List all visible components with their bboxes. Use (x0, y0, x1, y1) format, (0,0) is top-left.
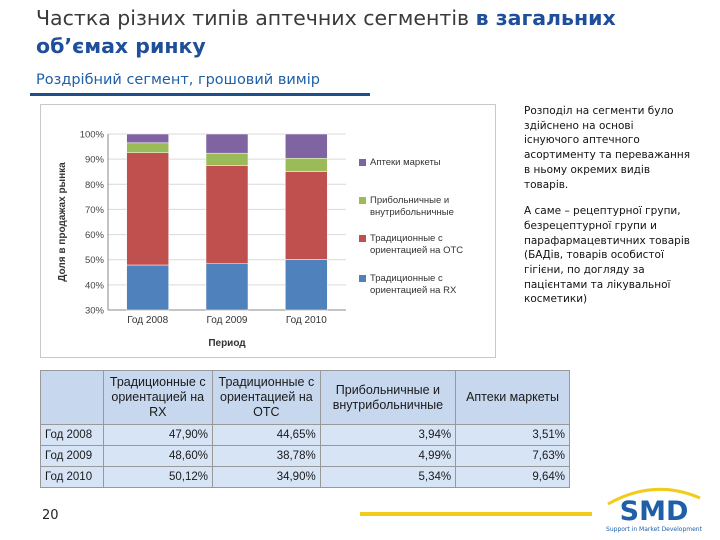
legend-label-line: Традиционные с (370, 273, 443, 284)
logo-tagline: Support in Market Development (606, 526, 702, 533)
y-tick-label: 40% (84, 280, 104, 292)
table-header-hospital: Прибольничные и внутрибольничные (320, 371, 455, 425)
y-tick-label: 30% (84, 305, 104, 317)
bar-segment (206, 153, 248, 166)
legend-label (370, 273, 457, 296)
y-tick-label: 80% (84, 179, 104, 191)
stacked-bar-chart (41, 105, 495, 357)
table-cell: 3,51% (456, 425, 570, 446)
side-paragraph-1: Розподіл на сегменти було здійснено на основі існуючого аптечного асортименту та переважання в ньому окремих видів товарів. (524, 105, 691, 191)
table-cell-year: Год 2009 (41, 446, 104, 467)
table-row (41, 425, 570, 446)
table-header-rx: Традиционные с ориентацией на RX (103, 371, 213, 425)
x-axis-title: Период (208, 338, 246, 349)
y-axis-title: Доля в продажах рынка (57, 162, 68, 282)
x-tick-label: Год 2009 (206, 315, 248, 326)
slide-title (36, 4, 696, 60)
bar-segment (127, 265, 169, 310)
bar-segment (285, 134, 327, 158)
y-tick-label: 100% (79, 129, 104, 141)
table-header-corner (41, 371, 104, 425)
table-header-markets: Аптеки маркеты (456, 371, 570, 425)
y-tick-label: 50% (84, 255, 104, 267)
title-part-2: в загальних об’ємах ринку (36, 6, 616, 58)
side-description (524, 104, 692, 319)
y-tick-label: 70% (84, 204, 104, 216)
table-header-row (41, 371, 570, 425)
table-cell: 7,63% (456, 446, 570, 467)
table-cell: 47,90% (103, 425, 213, 446)
legend-label (370, 157, 441, 168)
chart-frame (40, 104, 496, 358)
legend-label-line: Традиционные с (370, 233, 443, 244)
side-paragraph-2: А саме – рецептурної групи, безрецептурної групи и парафармацевтичних товарів (БАДів, товарів особистої гігієни, по догляду за пацієнтами та лікувальної косметики) (524, 205, 690, 306)
bar-segment (285, 158, 327, 171)
bar-segment (206, 166, 248, 264)
bar-segment (127, 143, 169, 153)
table-cell: 9,64% (456, 467, 570, 488)
legend-swatch (359, 197, 366, 204)
table-cell: 48,60% (103, 446, 213, 467)
x-tick-label: Год 2008 (127, 315, 169, 326)
x-tick-label: Год 2010 (285, 315, 327, 326)
table-cell-year: Год 2010 (41, 467, 104, 488)
bar-segment (206, 134, 248, 153)
table-cell: 38,78% (213, 446, 321, 467)
table-cell: 44,65% (213, 425, 321, 446)
table-cell: 4,99% (320, 446, 455, 467)
y-tick-label: 60% (84, 230, 104, 242)
table-row (41, 446, 570, 467)
table-cell: 34,90% (213, 467, 321, 488)
legend-swatch (359, 159, 366, 166)
table-row (41, 467, 570, 488)
table-cell: 50,12% (103, 467, 213, 488)
legend-label (370, 233, 463, 256)
table-cell: 3,94% (320, 425, 455, 446)
legend-label-line: Аптеки маркеты (370, 157, 441, 168)
accent-line (360, 512, 592, 516)
table-cell-year: Год 2008 (41, 425, 104, 446)
bar-segment (206, 263, 248, 310)
title-rule (30, 93, 370, 96)
legend-label-line: внутрибольничные (370, 207, 454, 218)
legend-label-line: Прибольничные и (370, 195, 450, 206)
legend-label (370, 195, 454, 218)
page-number: 20 (42, 508, 59, 523)
legend-label-line: ориентацией на OTC (370, 245, 464, 256)
bar-segment (285, 172, 327, 260)
table-cell: 5,34% (320, 467, 455, 488)
data-table (40, 370, 570, 488)
logo-wordmark: SMD (619, 496, 689, 527)
title-part-1: Частка різних типів аптечних сегментів (36, 6, 470, 30)
legend-swatch (359, 275, 366, 282)
legend-swatch (359, 235, 366, 242)
table-header-otc: Традиционные с ориентацией на OTC (213, 371, 321, 425)
slide-subtitle: Роздрібний сегмент, грошовий вимір (36, 72, 320, 88)
smd-logo (600, 484, 708, 536)
legend-label-line: ориентацией на RX (370, 285, 457, 296)
bar-segment (285, 259, 327, 310)
bar-segment (127, 153, 169, 265)
bar-segment (127, 134, 169, 143)
y-tick-label: 90% (84, 154, 104, 166)
